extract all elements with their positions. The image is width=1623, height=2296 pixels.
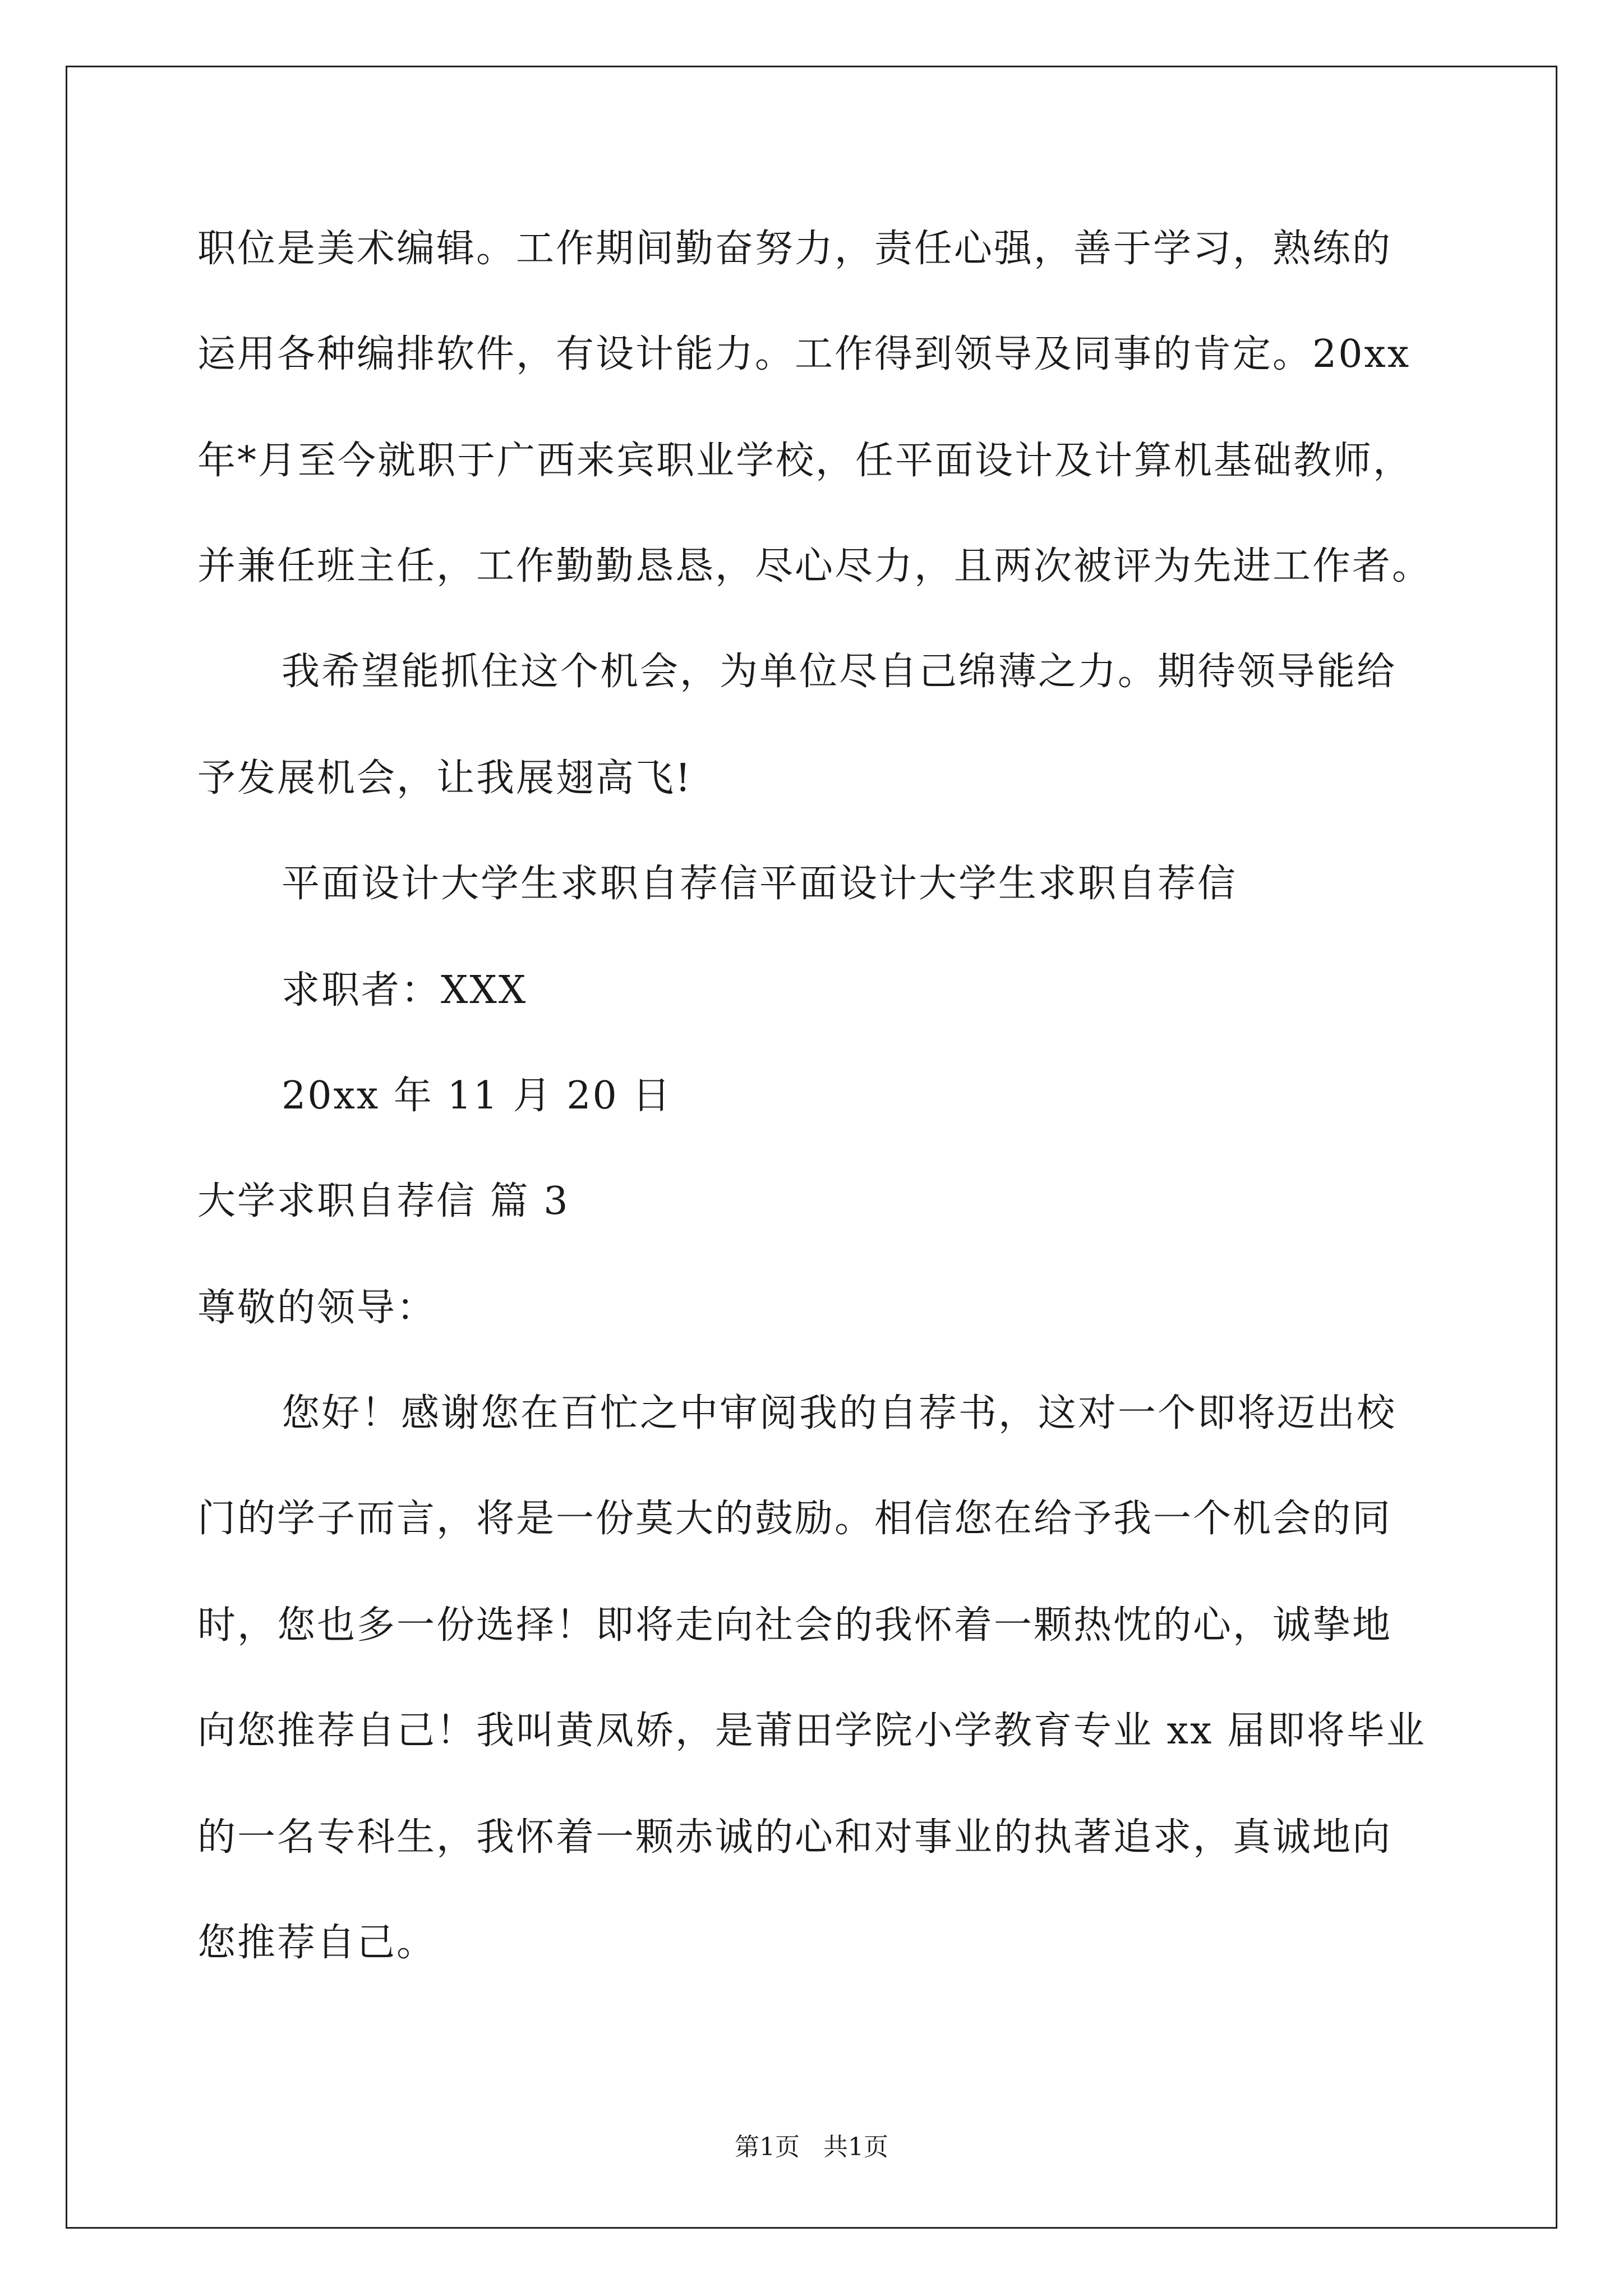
section-heading: 大学求职自荐信 篇 3 [197, 1179, 570, 1223]
text-line: 平面设计大学生求职自荐信平面设计大学生求职自荐信 [282, 862, 1238, 906]
text-line: 您推荐自己。 [197, 1921, 437, 1965]
page-border [66, 66, 1557, 2229]
text-line: 并兼任班主任，工作勤勤恳恳，尽心尽力，且两次被评为先进工作者。 [197, 544, 1432, 588]
text-line: 我希望能抓住这个机会，为单位尽自己绵薄之力。期待领导能给 [282, 650, 1397, 694]
text-line: 的一名专科生，我怀着一颗赤诚的心和对事业的执著追求，真诚地向 [197, 1815, 1393, 1860]
text-line: 予发展机会，让我展翅高飞! [197, 756, 693, 800]
text-line: 门的学子而言，将是一份莫大的鼓励。相信您在给予我一个机会的同 [197, 1497, 1393, 1541]
text-line: 职位是美术编辑。工作期间勤奋努力，责任心强，善于学习，熟练的 [197, 227, 1393, 271]
text-line: 时，您也多一份选择！即将走向社会的我怀着一颗热忱的心，诚挚地 [197, 1603, 1393, 1648]
salutation: 尊敬的领导： [197, 1286, 437, 1330]
date-line: 20xx 年 11 月 20 日 [282, 1074, 672, 1118]
text-line: 您好！感谢您在百忙之中审阅我的自荐书，这对一个即将迈出校 [282, 1391, 1397, 1435]
signature-line: 求职者：XXX [282, 968, 528, 1013]
text-line: 年*月至今就职于广西来宾职业学校，任平面设计及计算机基础教师， [197, 439, 1413, 483]
text-line: 运用各种编排软件，有设计能力。工作得到领导及同事的肯定。20xx [197, 332, 1411, 376]
page-footer: 第1页 共1页 [735, 2133, 888, 2161]
text-line: 向您推荐自己！我叫黄凤娇，是莆田学院小学教育专业 xx 届即将毕业 [197, 1709, 1426, 1753]
